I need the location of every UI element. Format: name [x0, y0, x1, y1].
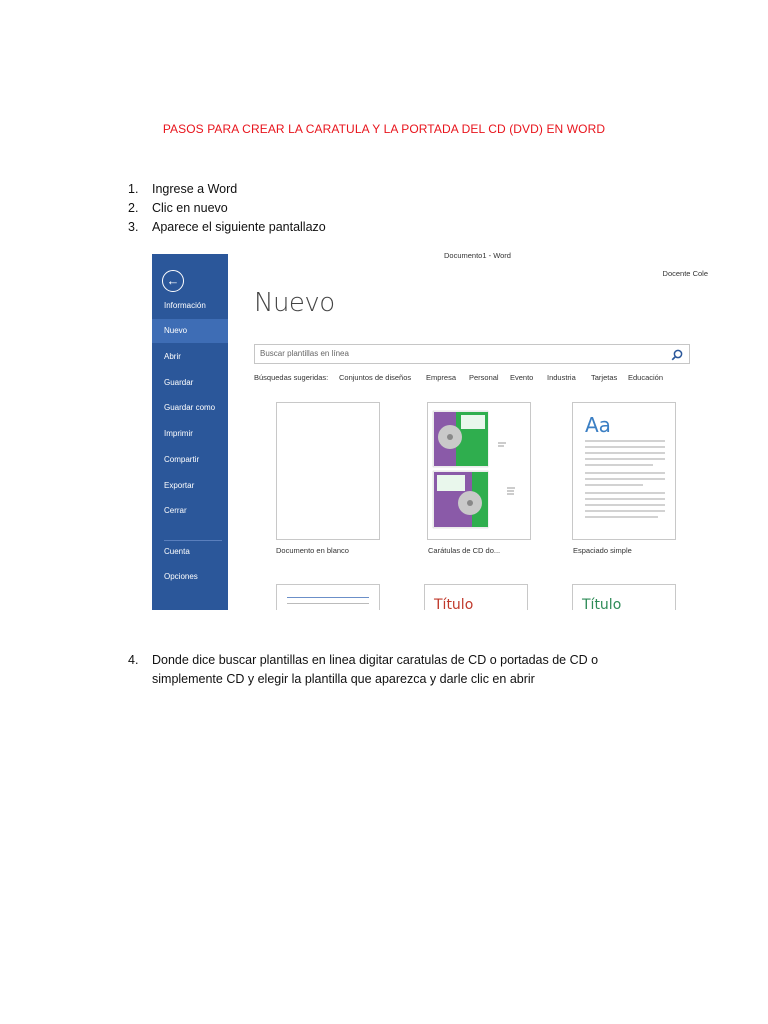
suggested-link[interactable]: Evento [510, 373, 534, 382]
suggested-link[interactable]: Personal [469, 373, 499, 382]
suggested-link[interactable]: Tarjetas [591, 373, 618, 382]
user-name[interactable]: Docente Cole [662, 269, 708, 278]
step-item [128, 651, 648, 689]
sidebar-item-nuevo[interactable]: Nuevo [152, 319, 228, 343]
sidebar-item-imprimir[interactable]: Imprimir [164, 429, 193, 438]
template-preview-title: Título [434, 597, 474, 610]
sidebar-item-opciones[interactable]: Opciones [164, 572, 198, 581]
document-title: PASOS PARA CREAR LA CARATULA Y LA PORTADA DEL CD (DVD) EN WORD [162, 122, 606, 136]
sidebar-item-exportar[interactable]: Exportar [164, 481, 195, 490]
template-blank-document[interactable] [276, 402, 380, 540]
sidebar-item-informacion[interactable]: Información [164, 301, 206, 310]
step-number: 2. [128, 201, 139, 215]
sidebar-item-compartir[interactable]: Compartir [164, 455, 200, 464]
back-arrow-icon[interactable]: ← [162, 270, 184, 292]
step-number: 3. [128, 220, 139, 234]
template-cd-covers[interactable] [427, 402, 531, 540]
steps-list [128, 180, 326, 237]
window-title: Documento1 - Word [444, 251, 511, 260]
template-label: Documento en blanco [276, 546, 349, 555]
step-item [128, 199, 326, 218]
template-thumbnail[interactable] [572, 584, 676, 610]
suggested-link[interactable]: Conjuntos de diseños [339, 373, 412, 382]
sidebar-item-abrir[interactable]: Abrir [164, 352, 181, 361]
step-item [128, 180, 326, 199]
sidebar-item-cerrar[interactable]: Cerrar [164, 506, 187, 515]
line-decoration [287, 597, 369, 598]
template-single-spaced[interactable] [572, 402, 676, 540]
text-lines-preview [573, 403, 675, 539]
suggested-link[interactable]: Industria [547, 373, 576, 382]
suggested-link[interactable]: Educación [628, 373, 664, 382]
template-thumbnail[interactable] [424, 584, 528, 610]
step-text: Ingrese a Word [152, 182, 238, 196]
backstage-sidebar [152, 254, 228, 610]
step-number: 1. [128, 182, 139, 196]
cd-cover-preview [428, 403, 530, 539]
template-preview-aa: Aa [585, 413, 611, 437]
step-text: Donde dice buscar plantillas en linea digitar caratulas de CD o portadas de CD o simplemente CD y elegir la plantilla que aparezca y darle clic en abrir [152, 653, 599, 686]
step-text: Clic en nuevo [152, 201, 228, 215]
step-text: Aparece el siguiente pantallazo [152, 220, 326, 234]
template-label: Espaciado simple [573, 546, 632, 555]
suggested-searches-label: Búsquedas sugeridas: [254, 373, 329, 382]
suggested-link[interactable]: Empresa [426, 373, 457, 382]
step-number: 4. [128, 653, 139, 667]
search-placeholder: Buscar plantillas en línea [260, 349, 349, 358]
search-icon[interactable] [670, 348, 684, 362]
page-heading: Nuevo [254, 288, 335, 318]
template-preview-title: Título [582, 597, 622, 610]
template-label: Carátulas de CD do... [428, 546, 501, 555]
step-item [128, 218, 326, 237]
line-decoration [287, 603, 369, 604]
template-search-input[interactable] [254, 344, 690, 364]
sidebar-item-cuenta[interactable]: Cuenta [164, 547, 190, 556]
template-thumbnail[interactable] [276, 584, 380, 610]
sidebar-item-guardar-como[interactable]: Guardar como [164, 403, 216, 412]
word-screenshot [152, 244, 708, 610]
sidebar-item-guardar[interactable]: Guardar [164, 378, 194, 387]
